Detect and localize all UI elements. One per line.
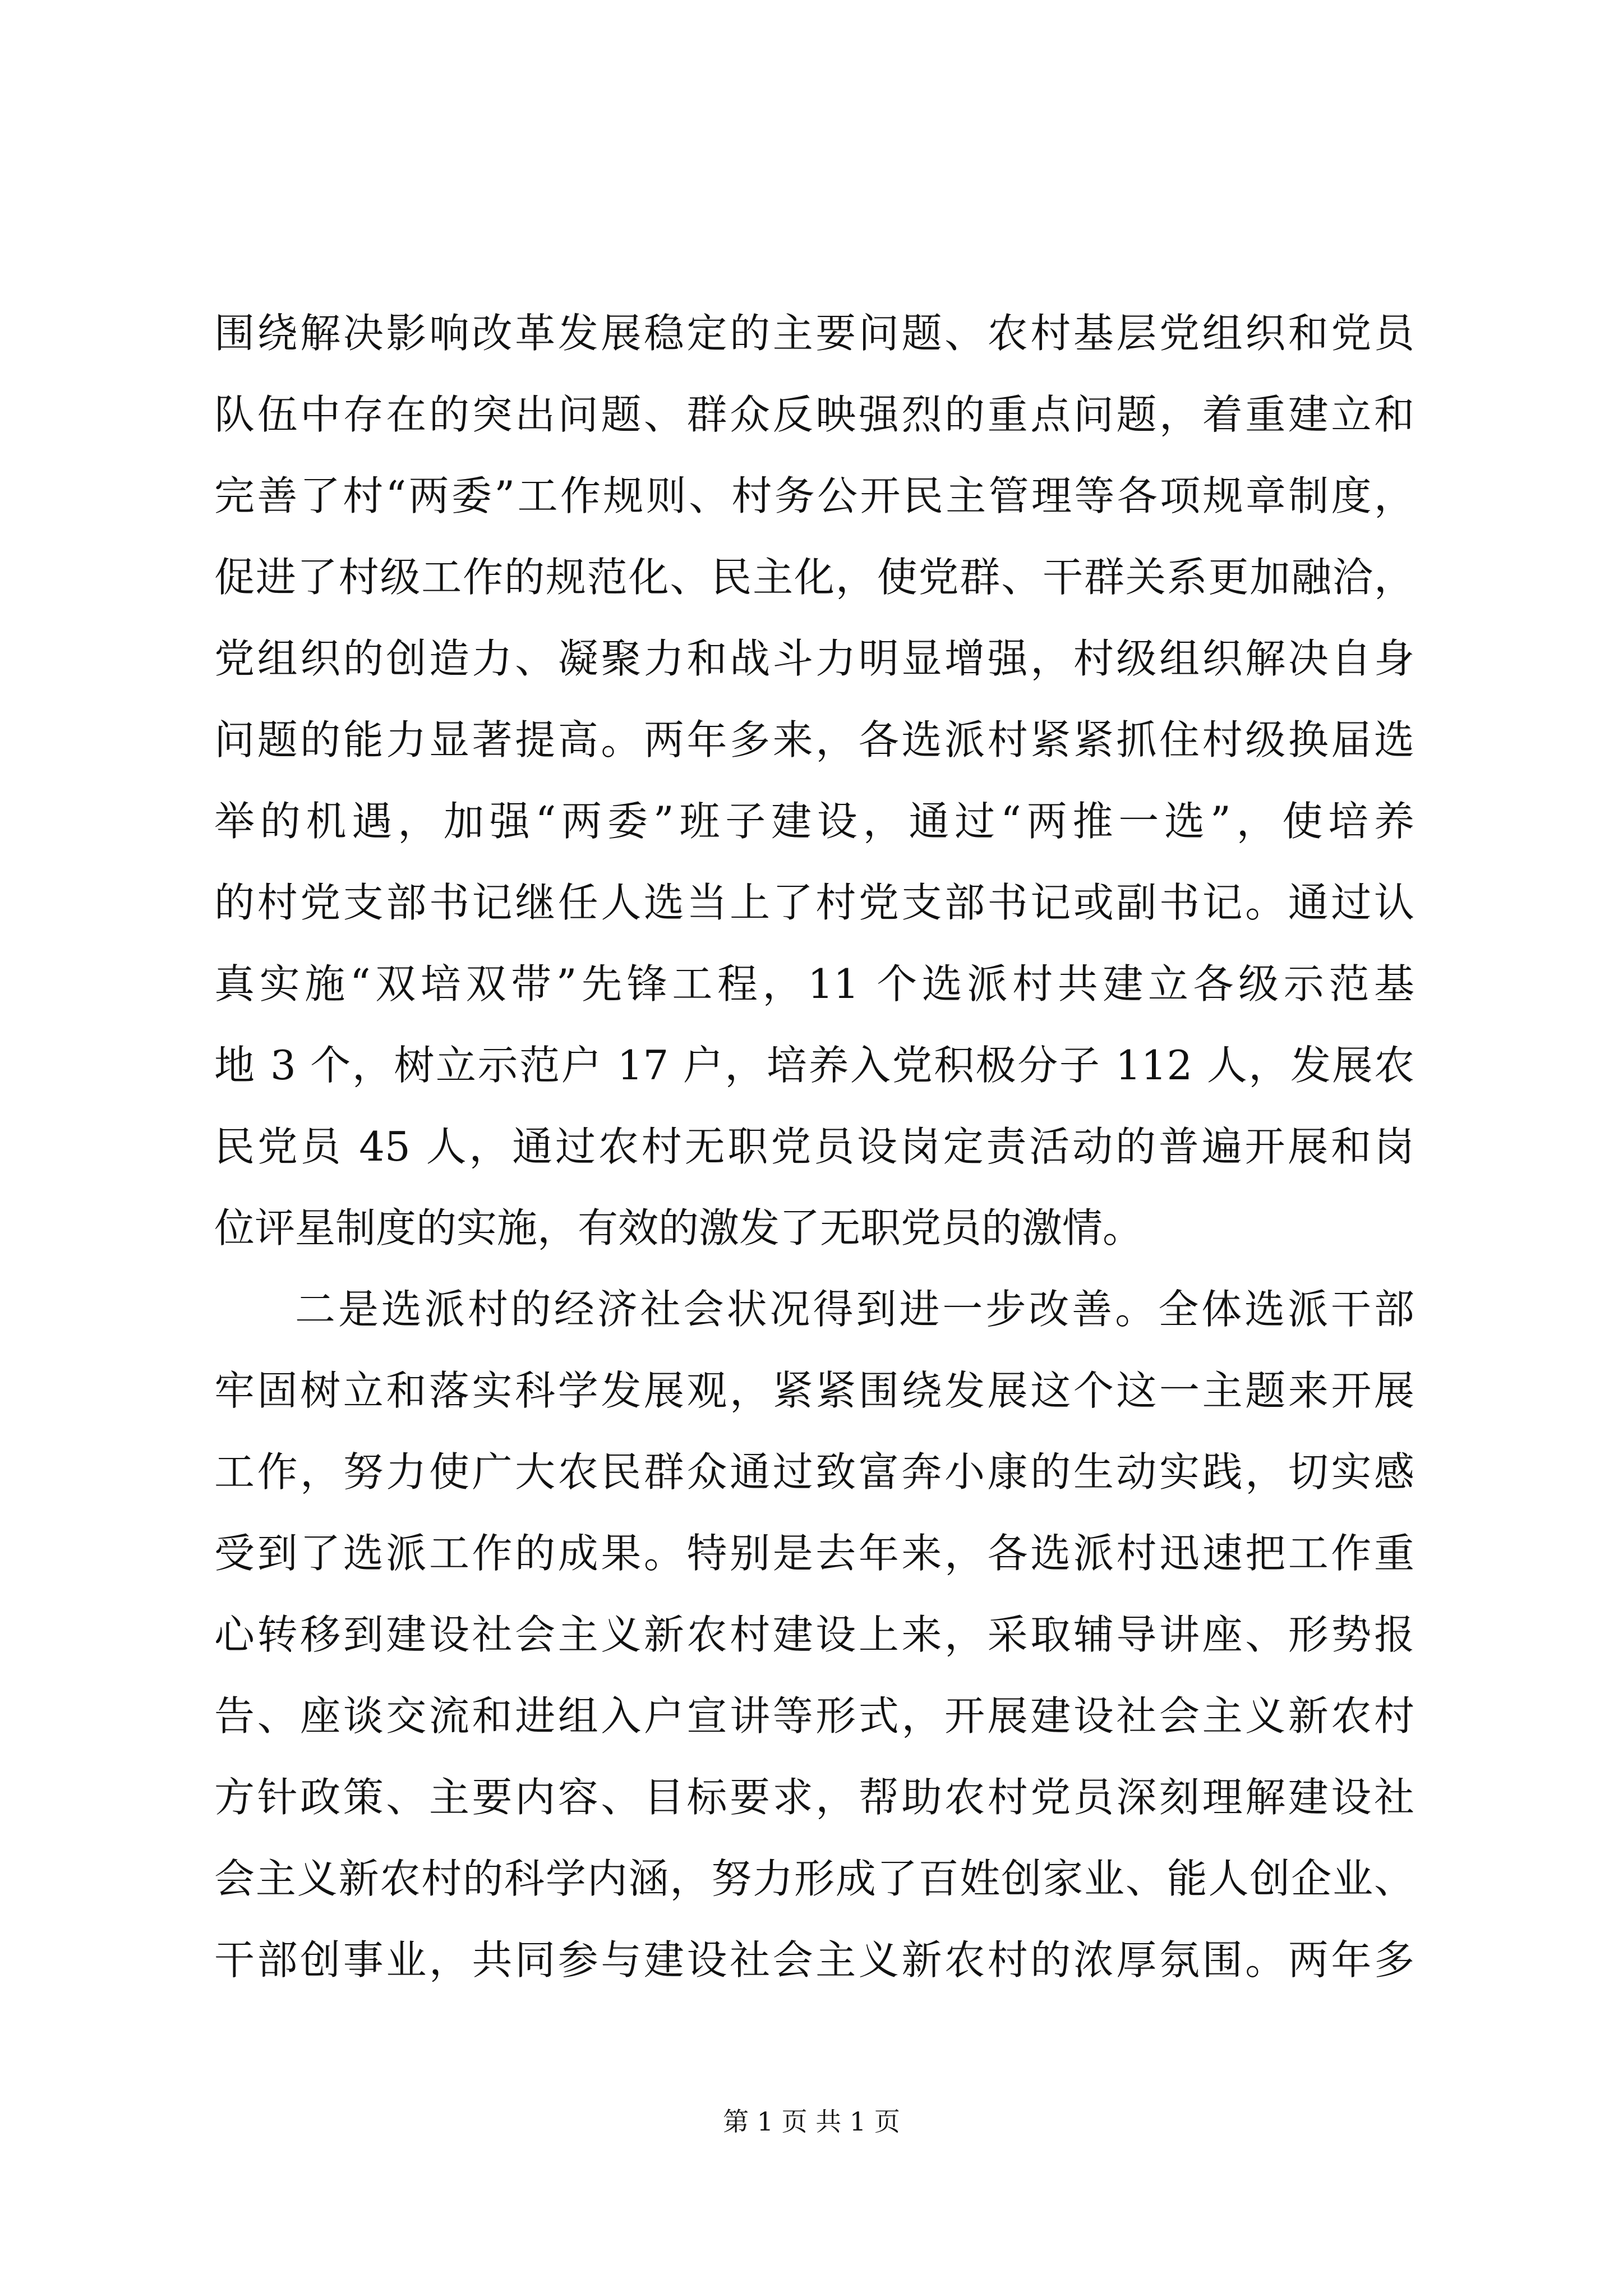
text-line: 民党员 45 人，通过农村无职党员设岗定责活动的普遍开展和岗: [214, 1123, 1414, 1170]
page-footer: [0, 2105, 1623, 2138]
text-line: 二是选派村的经济社会状况得到进一步改善。全体选派干部: [295, 1286, 1414, 1333]
text-line: 心转移到建设社会主义新农村建设上来，采取辅导讲座、形势报: [214, 1611, 1414, 1658]
text-line: 围绕解决影响改革发展稳定的主要问题、农村基层党组织和党员: [214, 310, 1414, 357]
text-line: 牢固树立和落实科学发展观，紧紧围绕发展这个这一主题来开展: [214, 1367, 1414, 1414]
paragraph-2: [214, 1269, 1414, 2001]
text-line: 干部创事业，共同参与建设社会主义新农村的浓厚氛围。两年多: [214, 1936, 1414, 1984]
text-line: 举的机遇，加强“两委”班子建设，通过“两推一选”，使培养: [214, 798, 1414, 845]
text-line: 位评星制度的实施，有效的激发了无职党员的激情。: [214, 1204, 1144, 1251]
text-line: 工作，努力使广大农民群众通过致富奔小康的生动实践，切实感: [214, 1448, 1414, 1496]
body-text: [214, 293, 1414, 2001]
text-line: 受到了选派工作的成果。特别是去年来，各选派村迅速把工作重: [214, 1530, 1414, 1577]
text-line: 问题的能力显著提高。两年多来，各选派村紧紧抓住村级换届选: [214, 716, 1414, 763]
text-line: 告、座谈交流和进组入户宣讲等形式，开展建设社会主义新农村: [214, 1692, 1414, 1740]
text-line: 党组织的创造力、凝聚力和战斗力明显增强，村级组织解决自身: [214, 635, 1414, 682]
text-line: 队伍中存在的突出问题、群众反映强烈的重点问题，着重建立和: [214, 391, 1414, 438]
text-line: 完善了村“两委”工作规则、村务公开民主管理等各项规章制度，: [214, 472, 1414, 519]
text-line: 的村党支部书记继任人选当上了村党支部书记或副书记。通过认: [214, 879, 1414, 926]
text-line: 会主义新农村的科学内涵，努力形成了百姓创家业、能人创企业、: [214, 1855, 1414, 1902]
text-line: 方针政策、主要内容、目标要求，帮助农村党员深刻理解建设社: [214, 1774, 1414, 1821]
page-number-label: 第 1 页 共 1 页: [723, 2106, 900, 2137]
text-line: 促进了村级工作的规范化、民主化，使党群、干群关系更加融洽，: [214, 554, 1414, 601]
paragraph-1: [214, 293, 1414, 1269]
text-line: 真实施“双培双带”先锋工程，11 个选派村共建立各级示范基: [214, 960, 1414, 1007]
text-line: 地 3 个，树立示范户 17 户，培养入党积极分子 112 人，发展农: [214, 1042, 1414, 1089]
